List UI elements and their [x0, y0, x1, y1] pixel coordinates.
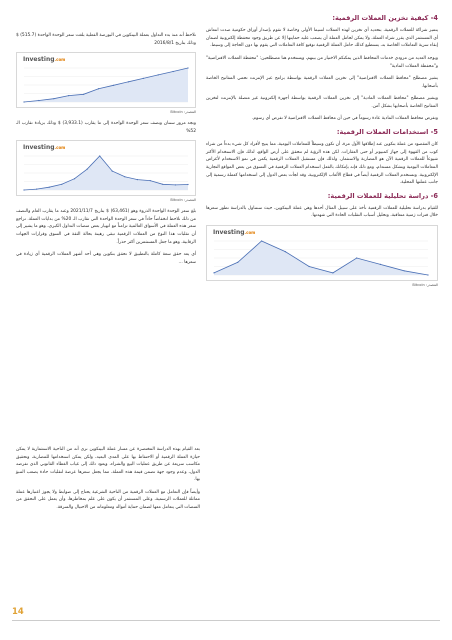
data-point [98, 88, 99, 89]
data-point [285, 251, 286, 252]
chart-2 [16, 140, 196, 196]
left-paragraph-last: أي يعد حقق سعة كاملة بالتطبيق لا تحقق بتكوين وهي أحد أشهر العملات الرقمية أي زيادة في سعرها ... [16, 252, 196, 265]
bottom-paragraph-2: وأيضاً فإن التعامل مع العملات الرقمية من الناحية الشرعية يحتاج إلى ضوابط ولا يجوز اعتبارها عملة مماثلة للعملات الرسمية، وعلى المستثمر أن يكون على علم بمخاطرها، وأن يعمل على التحقق من المنصات التي يتعامل معها لضمان حماية أمواله ومعلوماته من الاحتيال والسرقة. [16, 489, 200, 511]
data-point [158, 74, 159, 75]
section-6-paragraph-1: للقيام بدراسة تحليلية للعملات الرقمية نأخذ على سبيل المثال أحدها وهي عملة البيتكوين، حيث سنتناول بالدراسة تطور سعرها خلال فترات زمنية متعاقبة، وتحليل أسباب التقلبات الحادة التي شهدتها. [206, 205, 438, 219]
chart-4-svg [211, 238, 431, 278]
data-point [23, 102, 24, 103]
data-point [113, 85, 114, 86]
data-point [237, 262, 238, 263]
chart-2-svg [21, 153, 191, 193]
investing-logo: Investing.com [23, 144, 66, 152]
data-point [137, 179, 138, 180]
data-point [143, 78, 144, 79]
data-point [128, 81, 129, 82]
investing-logo: Investing.com [23, 56, 66, 64]
left-column [16, 32, 196, 271]
data-point [427, 274, 428, 275]
data-point [83, 94, 84, 95]
data-point [23, 190, 24, 191]
right-column [206, 14, 438, 293]
left-paragraph-mid: ونجد مرور سنتان ونصف سعر الوحدة الواحدة إلى ما يقارب (3,933.1) $ وذلك بزيادة تقارب الـ 52% [16, 121, 197, 134]
data-point [175, 185, 176, 186]
section-6-title: 6- دراسة تحليلية للعملات الرقمية: [327, 191, 438, 200]
bottom-paragraph-1: بعد القيام بهذه الدراسة المختصرة عن مسار عملة البيتكوين نرى أنه من الناحية الاستثمارية لا يمكن حيازة العملة الرقمية أو الاحتفاظ بها على المدى البعيد، ولكن يمكن استخدامها للمضاربة، وتحقيق مكاسب سريعة عن طريق عمليات البيع والشراء، ويعود ذلك إلى غياب الغطاء القانوني الذي تفرضه الدول، وعدم وجود جهة تضمن قيمة هذه العملة، مما يجعل سعرها عرضة لتقلبات حادة يصعب التنبؤ بها. [16, 447, 200, 483]
data-point [332, 272, 333, 273]
data-point [61, 184, 62, 185]
investing-logo: Investing.com [213, 229, 256, 237]
data-point [173, 71, 174, 72]
chart-1 [16, 52, 196, 108]
chart-1-svg [21, 65, 191, 105]
data-point [309, 266, 310, 267]
chart-4 [206, 225, 438, 281]
section-5-paragraph-1: كان المقصود من عملة بتكوين عند إطلاقها الأول مرة، أن تكون وسيطاً للمعاملات اليومية، مما يتيح لأفراد كل شيء بدءاً من شراء كوب من القهوة إلى جهاز كمبيوتر أو حتى العقارات. لكن هذه الرؤية لم تتحقق على أرض الواقع، لذلك فإن الاستخدام الأكثر شيوعاً للعملات الرقمية الآن هو المضاربة والاستثمار، ولذلك فإن مستقبل العملات الرقمية يكمن في نمو الاستخدام لأغراض المعاملات اليومية وبشكل مستدام، ومع ذلك فإنه بإمكانك بالفعل استخدام العملات الرقمية في التسوق من بعض المواقع التجارية الإلكترونية. وتستخدم العملات الرقمية أيضاً في قطاع الألعاب الإلكترونية، وقد لجأت بعض الدول إلى استخدامها كعملة رسمية إلى جانب عملتها المحلية. [206, 142, 438, 186]
data-point [74, 178, 75, 179]
data-point [213, 272, 214, 273]
data-point [87, 169, 88, 170]
data-point [162, 184, 163, 185]
data-point [68, 95, 69, 96]
section-4-paragraph-2: ويوجد العديد من مزودي خدمات المحافظ الذين يمكنكم الاختيار من بينهم، ويستخدم هنا مصطلحين: "محفظة العملات الافتراضية" و"محفظة العملات المادية" [206, 55, 438, 69]
data-point [99, 156, 100, 157]
data-point [150, 180, 151, 181]
left-paragraph-top: نلاحظ أنه منذ بدء التداول بعملة البيتكوين في البورصة الفعلية بلغت سعر الوحدة الواحدة (515.7) $ وذلك بتاريخ 2016/8/1 [16, 33, 196, 46]
page-number: 14 [12, 606, 24, 616]
footer-divider [12, 620, 440, 621]
chart-4-caption: المصدر: Bitcoin [412, 283, 438, 288]
data-point [187, 68, 188, 69]
section-5-title: 5- استخدامات العملات الرقمية: [336, 128, 438, 136]
data-point [36, 189, 37, 190]
section-4-paragraph-5: وتفرض محافظ العملات المادية عادة رسوماً في حين أن محافظ العملات الافتراضية لا تفرض أي رسوم. [252, 116, 438, 122]
data-point [49, 187, 50, 188]
left-paragraph-bottom: بلغ سعر الوحدة الواحدة الذروة وهو (63,461) $ بتاريخ 2021/11/7 وعند ما يقارب العام والنصف من ذلك نلاحظ انخفاضاً حاداً في سعر الوحدة الواحدة التي تقارب الـ 20% من بدايات العملة. تراجع سعر هذه العملة في الأسواق العالمية تزامناً مع انهيار بعض منصات التداول الكبرى، وهو ما يشير إلى أن تقلبات هذا النوع من العملات الرقمية تبقى رهينة بحالة الثقة في السوق وقرارات الجهات الرقابية، وهو ما جعل المستثمرين أكثر حذراً. [16, 209, 196, 245]
data-point [356, 257, 357, 258]
data-point [261, 240, 262, 241]
section-4-paragraph-1: يتميز شراكة للعملات الرقمية، بتحديد أي تخزين لهذه العملات لسيما الأولى وخاصة لا تقوم بإصدار أوراق حكومية صدت انتعاش أي المستثمر الذي يقرر شراء العملة، ولا يمكن لحامل العملة أن يصعب عليه حمايتها إلا عن طريق وجود محفظة إلكترونية لضمان إبقاء سرية التعاملات الخاصة به، يستطيع كذلك حامل العملة الرقمية توقيع كافة التعاملات التي يقوم بها دون الحاجة إلى وسيط. [206, 28, 438, 49]
data-point [187, 184, 188, 185]
bottom-section [16, 446, 200, 517]
section-4-paragraph-3: يشير مصطلح "محافظ العملات الافتراضية" إلى تخزين العملات الرقمية بواسطة برامج عبر الإنترنت تحمي المفاتيح الخاصة بأصحابها. [206, 76, 438, 89]
data-point [124, 177, 125, 178]
data-point [38, 100, 39, 101]
section-4-paragraph-4: ويشير مصطلح "محافظ العملات المادية" إلى تخزين العملات الرقمية بواسطة أجهزة إلكترونية غير متصلة بالإنترنت لتخزين المفاتيح الخاصة بأصحابها بشكل آمن. [206, 96, 438, 109]
data-point [380, 264, 381, 265]
section-4-title: 4- كيفية تخزين العملات الرقمية: [332, 14, 438, 22]
chart-1-caption: المصدر: Bitcoin [170, 110, 196, 115]
data-point [112, 171, 113, 172]
data-point [53, 98, 54, 99]
chart-2-caption: المصدر: Bitcoin [170, 198, 196, 203]
data-point [404, 270, 405, 271]
